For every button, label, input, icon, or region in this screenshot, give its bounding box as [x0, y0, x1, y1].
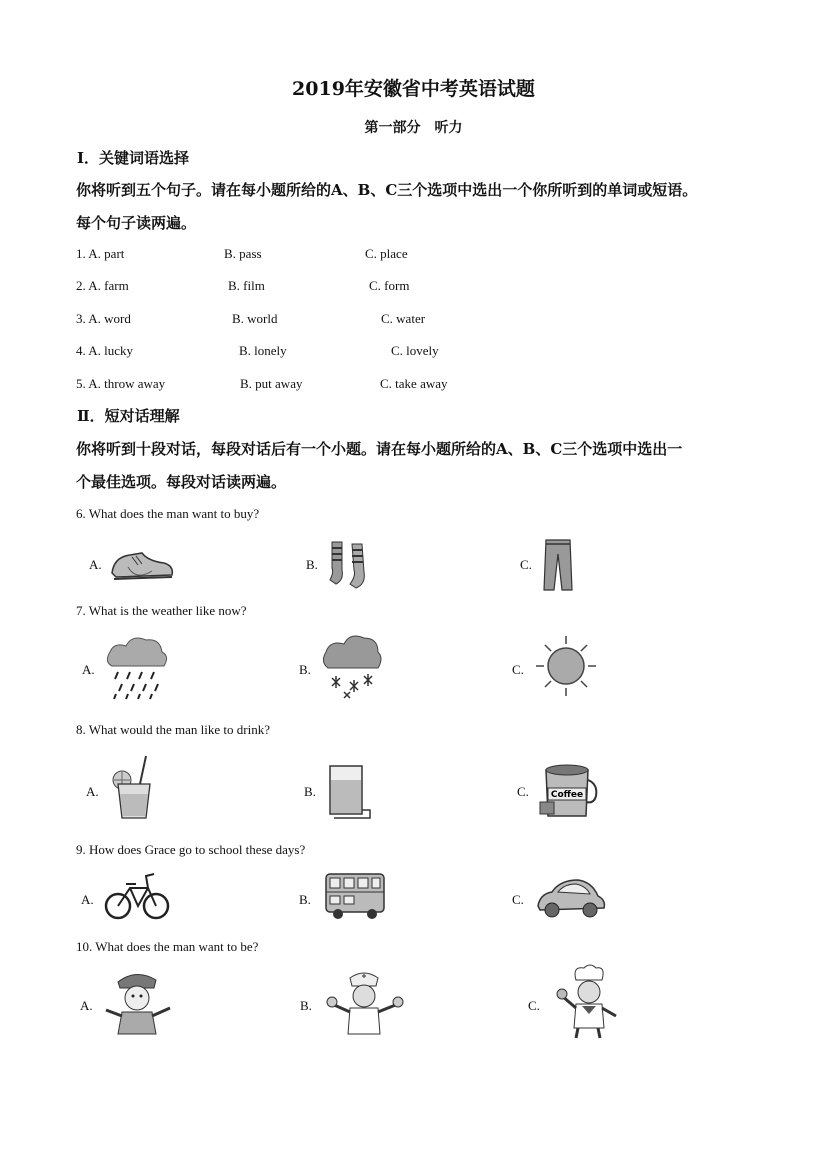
q6-label-c: C. — [520, 557, 532, 572]
section2-instruction-2: 个最佳选项。每段对话读两遍。 — [76, 473, 287, 491]
q10-label-c: C. — [528, 998, 540, 1013]
q6-label-a: A. — [89, 557, 102, 572]
item3-option-c: C. water — [381, 311, 426, 326]
section1-instruction-1: 你将听到五个句子。请在每小题所给的A、B、C三个选项中选出一个你所听到的单词或短语。 — [76, 181, 698, 199]
item5-option-c: C. take away — [380, 376, 448, 391]
bike-image — [104, 870, 170, 922]
water-image — [326, 762, 372, 822]
doctor-image — [322, 968, 406, 1038]
part-subtitle: 第一部分 听力 — [364, 120, 463, 136]
q10-label-a: A. — [80, 998, 93, 1013]
item2-option-c: C. form — [369, 278, 410, 293]
question-7: 7. What is the weather like now? — [76, 603, 247, 618]
q8-label-a: A. — [86, 784, 99, 799]
item2-option-b: B. film — [228, 278, 265, 293]
page-title: 2019年安徽省中考英语试题 — [292, 78, 535, 100]
section2-instruction-1: 你将听到十段对话，每段对话后有一个小题。请在每小题所给的A、B、C三个选项中选出一 — [76, 440, 683, 458]
section1-instruction-2: 每个句子读两遍。 — [76, 214, 197, 232]
rainy-image — [104, 632, 170, 702]
socks-image — [326, 540, 374, 590]
item1-option-c: C. place — [365, 246, 408, 261]
item1-option-b: B. pass — [224, 246, 262, 261]
q10-label-b: B. — [300, 998, 312, 1013]
q8-label-c: C. — [517, 784, 529, 799]
q7-label-b: B. — [299, 662, 311, 677]
item3-option-a: 3. A. word — [76, 311, 131, 326]
juice-image — [108, 754, 160, 822]
cook-image — [550, 964, 626, 1042]
car-image — [534, 874, 608, 922]
question-8: 8. What would the man like to drink? — [76, 722, 270, 737]
item4-option-a: 4. A. lucky — [76, 343, 134, 358]
q9-label-b: B. — [299, 892, 311, 907]
q9-label-a: A. — [81, 892, 94, 907]
sunny-image — [535, 632, 597, 698]
item4-option-b: B. lonely — [239, 343, 287, 358]
item4-option-c: C. lovely — [391, 343, 439, 358]
coffee-label-text: Coffee — [550, 790, 584, 800]
snowy-image — [320, 632, 382, 702]
question-10: 10. What does the man want to be? — [76, 939, 259, 954]
section2-heading: Ⅱ．短对话理解 — [77, 407, 180, 425]
question-9: 9. How does Grace go to school these days? — [76, 842, 306, 857]
q9-label-c: C. — [512, 892, 524, 907]
shoes-image — [108, 543, 178, 588]
bus-image — [322, 868, 390, 920]
q7-label-c: C. — [512, 662, 524, 677]
coffee-image — [538, 758, 600, 826]
trousers-image — [540, 538, 576, 594]
item2-option-a: 2. A. farm — [76, 278, 129, 293]
question-6: 6. What does the man want to buy? — [76, 506, 260, 521]
item5-option-b: B. put away — [240, 376, 303, 391]
q8-label-b: B. — [304, 784, 316, 799]
item1-option-a: 1. A. part — [76, 246, 125, 261]
item3-option-b: B. world — [232, 311, 278, 326]
policeman-image — [100, 968, 180, 1038]
item5-option-a: 5. A. throw away — [76, 376, 166, 391]
section1-heading: I．关键词语选择 — [77, 149, 190, 167]
q6-label-b: B. — [306, 557, 318, 572]
q7-label-a: A. — [82, 662, 95, 677]
